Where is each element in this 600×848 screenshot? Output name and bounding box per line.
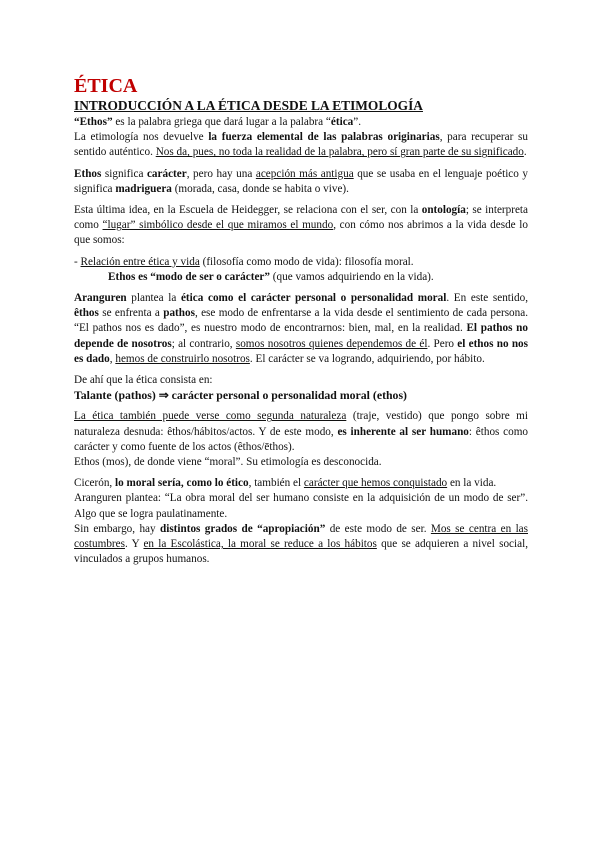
text: , — [109, 352, 116, 365]
text: . El carácter se va logrando, adquiriendo, por hábito. — [249, 352, 485, 365]
text: plantea la — [126, 292, 181, 305]
text: de este modo de ser. — [325, 522, 431, 535]
text: Ethos (mos), de donde viene “moral”. Su etimología es desconocida. — [74, 456, 382, 469]
bold-text: Talante (pathos) ⇒ carácter personal o personalidad moral (ethos) — [74, 388, 407, 403]
text: se enfrenta a — [98, 307, 164, 320]
paragraph-ciceron — [74, 476, 528, 491]
underlined-text: en la Escolástica, la moral se reduce a los hábitos — [143, 538, 377, 551]
bold-text: Ethos — [74, 167, 102, 180]
paragraph-mos — [74, 455, 528, 470]
term-ethos: “Ethos” — [74, 116, 113, 128]
underlined-text: acepción más antigua — [255, 167, 354, 180]
list-item-relacion — [74, 255, 528, 270]
underlined-text: hemos de construirlo nosotros — [115, 352, 250, 365]
text: . Pero — [427, 337, 458, 350]
bold-text: lo moral sería, como lo ético — [115, 477, 249, 490]
paragraph-aranguren-obra — [74, 491, 528, 521]
term-etica: ética — [330, 116, 354, 128]
bold-text: ontología — [421, 204, 466, 217]
underlined-text: somos nosotros quienes dependemos de él — [235, 337, 428, 350]
paragraph-apropiacion — [74, 522, 528, 568]
paragraph-etimologia — [74, 130, 528, 160]
bold-text: distintos grados de “apropiación” — [160, 522, 326, 535]
text: , con cómo nos abrimos a la vida desde lo que somos: — [74, 219, 528, 247]
underlined-text: “lugar” simbólico desde el que miramos el mundo — [102, 219, 334, 232]
section-heading: INTRODUCCIÓN A LA ÉTICA DESDE LA ETIMOLOGÍA — [74, 98, 423, 113]
paragraph-caracter — [74, 167, 528, 197]
text: Aranguren plantea: “La obra moral del ser humano consiste en la adquisición de un modo de ser”. Algo que se logra paulatinamente. — [74, 492, 528, 520]
bold-text: pathos — [163, 307, 195, 320]
bold-text: El pathos no depende de nosotros — [74, 322, 528, 350]
text: De ahí que la ética consista en: — [74, 374, 213, 387]
text: , para recuperar su sentido auténtico. — [74, 131, 528, 159]
text: que se adquieren a nivel social, vinculados a grupos humanos. — [74, 538, 528, 566]
underlined-text: La ética también puede verse como segunda naturaleza — [74, 410, 347, 423]
paragraph-ethos-definition — [74, 115, 528, 130]
underlined-text: carácter que hemos conquistado — [303, 477, 448, 490]
underlined-text: Mos se centra en las costumbres — [74, 522, 528, 551]
text: , también el — [248, 477, 304, 490]
text: . Y — [124, 538, 144, 551]
text: , ese modo de enfrentarse a la vida desde el sentimiento de cada persona. “El pathos nos es dado”, es nuestro modo de encontrarnos: bien, mal, en la realidad. — [74, 307, 529, 335]
paragraph-segunda-naturaleza — [74, 409, 528, 455]
text: ; se interpreta como — [74, 204, 528, 232]
text: Esta última idea, en la Escuela de Heidegger, se relaciona con el ser, con la — [74, 204, 422, 217]
bold-text: êthos — [74, 307, 99, 320]
text: ”. — [353, 116, 362, 128]
bold-text: madriguera — [115, 182, 172, 195]
text: . En este sentido, — [446, 292, 529, 305]
text: La etimología nos devuelve — [74, 131, 209, 144]
bold-text: ética como el carácter personal o personalidad moral — [180, 292, 447, 305]
bold-text: carácter — [146, 167, 187, 180]
paragraph-talante-intro — [74, 373, 528, 388]
text: (que vamos adquiriendo en la vida). — [269, 270, 434, 283]
formula-talante — [74, 388, 528, 403]
text: : êthos como carácter y como fuente de los actos (êthos/ēthos). — [74, 425, 528, 453]
text: . — [523, 146, 527, 159]
underlined-text: Relación entre ética y vida — [80, 255, 200, 268]
text: significa — [101, 167, 147, 180]
text: Cicerón, — [74, 477, 116, 490]
text: es la palabra griega que dará lugar a la palabra “ — [112, 116, 331, 128]
text: ; al contrario, — [171, 337, 236, 350]
text: , pero hay una — [186, 167, 256, 180]
document-title: ÉTICA — [74, 75, 138, 97]
text: - — [74, 255, 81, 268]
text: en la vida. — [447, 477, 497, 490]
bold-text: es inherente al ser humano — [337, 425, 469, 438]
bold-text: Ethos es “modo de ser o carácter” — [108, 270, 270, 283]
text: (morada, casa, donde se habita o vive). — [171, 182, 349, 195]
text: que se usaba en el lenguaje poético y significa — [74, 167, 529, 195]
bold-text: la fuerza elemental de las palabras originarias — [208, 131, 440, 144]
document-page — [74, 76, 528, 567]
paragraph-heidegger — [74, 203, 528, 249]
text: (filosofía como modo de vida): filosofía moral. — [199, 255, 414, 268]
paragraph-aranguren — [74, 291, 528, 367]
text: Sin embargo, hay — [74, 522, 160, 535]
bold-text: Aranguren — [74, 292, 127, 305]
paragraph-modo-de-ser — [74, 270, 528, 285]
underlined-text: Nos da, pues, no toda la realidad de la palabra, pero sí gran parte de su significado — [155, 146, 524, 159]
bold-text: el ethos no nos es dado — [74, 337, 528, 365]
text: (traje, vestido) que pongo sobre mi naturaleza desnuda: êthos/hábitos/actos. Y de este modo, — [74, 410, 528, 438]
